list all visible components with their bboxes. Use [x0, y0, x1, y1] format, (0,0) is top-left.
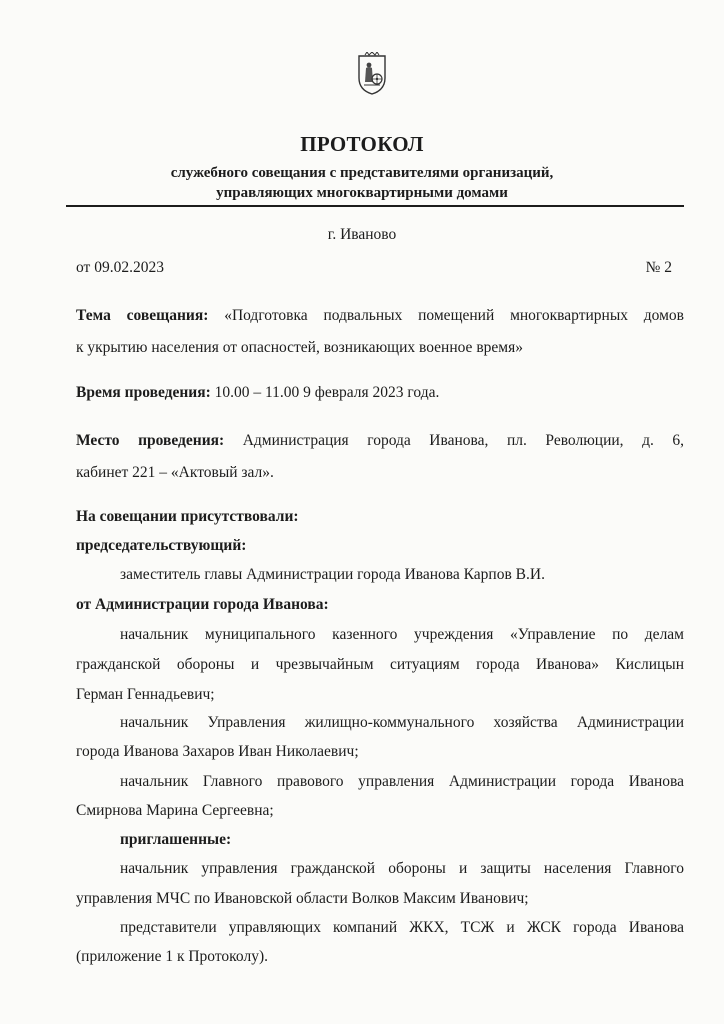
admin-1-line-3: Герман Геннадьевич;: [76, 686, 215, 703]
document-subtitle-line-1: служебного совещания с представителями организаций,: [170, 165, 554, 181]
time-label: Время проведения:: [76, 384, 211, 401]
invited-2-line-2: (приложение 1 к Протоколу).: [76, 948, 268, 965]
admin-label: от Администрации города Иванова:: [76, 596, 329, 613]
place-text-1: Администрация города Иванова, пл. Революции, д. 6,: [242, 432, 685, 449]
topic-text-2: к укрытию населения от опасностей, возникающих военное время»: [76, 339, 523, 356]
header-divider: [66, 205, 684, 207]
admin-1-line-2: гражданской обороны и чрезвычайным ситуациям города Иванова» Кислицын: [76, 656, 684, 673]
protocol-date: от 09.02.2023: [76, 259, 164, 276]
document-subtitle-line-2: управляющих многоквартирными домами: [216, 185, 508, 201]
city-name: г. Иваново: [327, 226, 397, 243]
invited-2-line-1: представители управляющих компаний ЖКХ, ТСЖ и ЖСК города Иванова: [120, 919, 684, 936]
time-line: [76, 384, 439, 402]
topic-line-1: [76, 307, 684, 325]
place-line-1: [76, 432, 684, 450]
chair-person: заместитель главы Администрации города Иванова Карпов В.И.: [120, 566, 545, 583]
document-title: ПРОТОКОЛ: [300, 132, 424, 156]
chair-label: председательствующий:: [76, 537, 247, 554]
protocol-number: № 2: [645, 259, 672, 276]
admin-3-line-2: Смирнова Марина Сергеевна;: [76, 802, 274, 819]
invited-1-line-1: начальник управления гражданской обороны и защиты населения Главного: [120, 860, 684, 877]
place-label: Место проведения:: [76, 432, 225, 449]
admin-2-line-2: города Иванова Захаров Иван Николаевич;: [76, 743, 359, 760]
time-value: 10.00 – 11.00 9 февраля 2023 года.: [214, 384, 440, 401]
topic-text-1: «Подготовка подвальных помещений многоквартирных домов: [224, 307, 685, 324]
invited-1-line-2: управления МЧС по Ивановской области Волков Максим Иванович;: [76, 890, 529, 907]
admin-1-line-1: начальник муниципального казенного учреждения «Управление по делам: [120, 626, 684, 643]
admin-2-line-1: начальник Управления жилищно-коммунального хозяйства Администрации: [120, 714, 684, 731]
attendance-heading: На совещании присутствовали:: [76, 508, 299, 525]
place-text-2: кабинет 221 – «Актовый зал».: [76, 464, 274, 481]
invited-label: приглашенные:: [120, 831, 232, 848]
city-coat-of-arms-icon: [356, 52, 388, 96]
topic-label: Тема совещания:: [76, 307, 209, 324]
admin-3-line-1: начальник Главного правового управления Администрации города Иванова: [120, 773, 684, 790]
